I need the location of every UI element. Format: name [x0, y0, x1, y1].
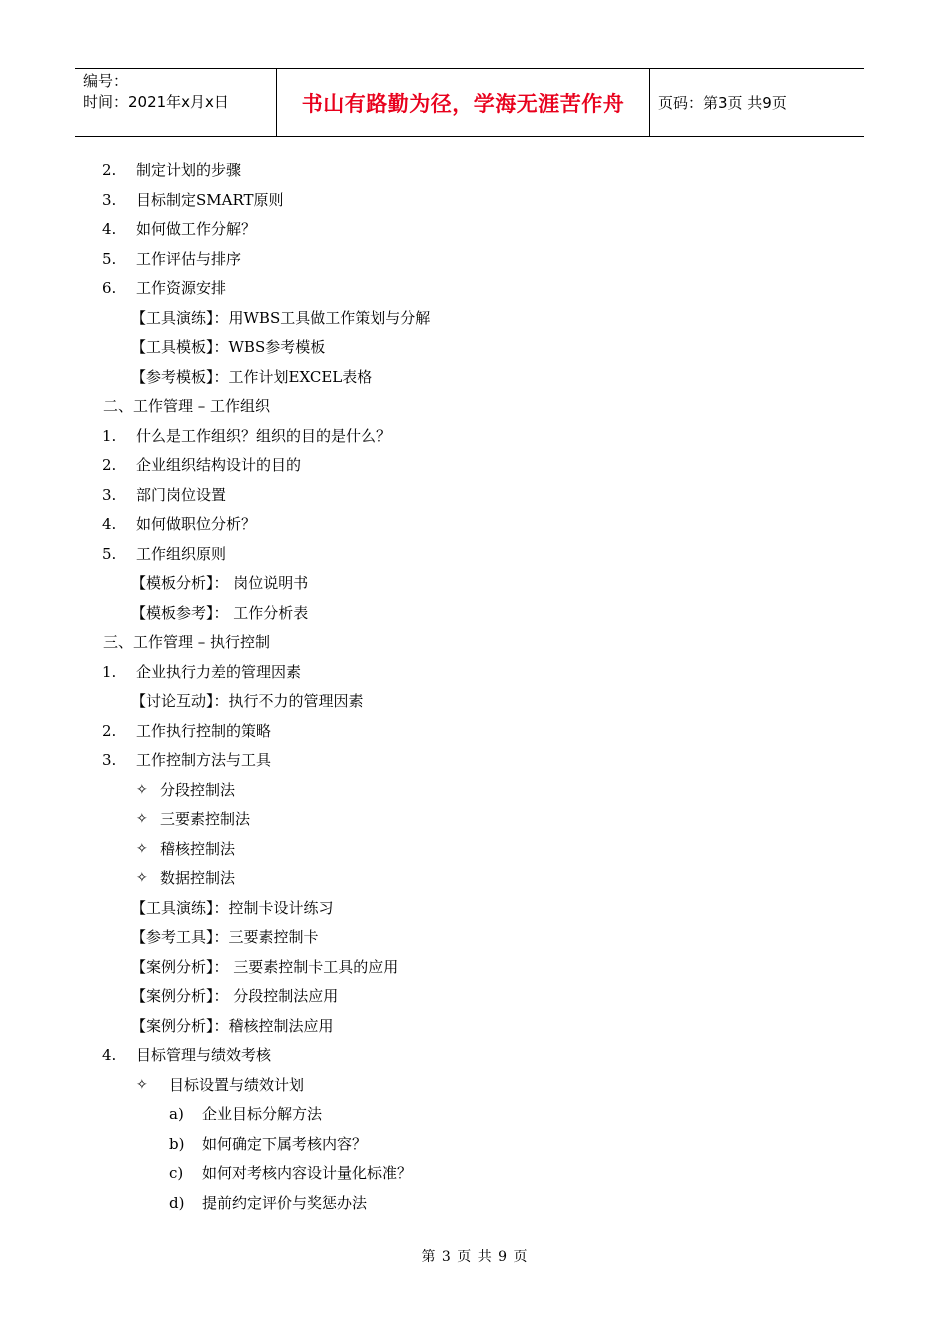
outline-line: [0, 658, 950, 688]
line-number: 3.: [102, 751, 117, 769]
outline-line: [0, 599, 950, 629]
line-number: 1.: [102, 662, 117, 681]
outline-line: [0, 540, 950, 570]
line-text: 部门岗位设置: [136, 485, 227, 504]
line-text: 企业组织结构设计的目的: [136, 456, 302, 474]
star-bullet-icon: ✧: [136, 870, 148, 886]
line-text: 工作控制方法与工具: [136, 751, 272, 769]
line-text: 【参考工具】：三要素控制卡: [131, 928, 319, 946]
document-date-label: 时间：2021年x月x日: [83, 93, 229, 111]
outline-line: [0, 717, 950, 747]
outline-line: [0, 805, 950, 835]
outline-line: [0, 451, 950, 481]
line-text: 【模板参考】： 工作分析表: [131, 603, 309, 622]
outline-line: [0, 392, 950, 422]
line-text: 目标设置与绩效计划: [169, 1075, 305, 1094]
line-text: 工作评估与排序: [136, 249, 242, 268]
outline-line: [0, 628, 950, 658]
outline-line: [0, 894, 950, 924]
outline-line: [0, 982, 950, 1012]
header-left-cell: [75, 69, 276, 136]
star-bullet-icon: ✧: [136, 1076, 148, 1093]
line-text: 如何做工作分解？: [136, 220, 257, 238]
header-page-label: 页码：第3页 共9页: [658, 94, 787, 112]
line-text: 【讨论互动】：执行不力的管理因素: [131, 692, 364, 710]
line-text: 制定计划的步骤: [136, 161, 242, 179]
line-text: 【案例分析】：稽核控制法应用: [131, 1016, 334, 1035]
line-number: 3.: [102, 485, 117, 504]
document-body: [0, 156, 950, 1218]
line-text: 如何对考核内容设计量化标准？: [202, 1164, 413, 1182]
line-number: 2.: [102, 456, 117, 474]
outline-line: [0, 1130, 950, 1160]
line-number: 1.: [102, 426, 117, 445]
outline-line: [0, 1100, 950, 1130]
line-text: 【工具演练】：用WBS工具做工作策划与分解: [131, 308, 431, 327]
section-heading: 三、工作管理 – 执行控制: [103, 633, 271, 651]
line-text: 【案例分析】： 三要素控制卡工具的应用: [131, 957, 399, 976]
line-text: 工作执行控制的策略: [136, 721, 272, 740]
line-number: 5.: [102, 249, 117, 268]
line-text: 【模板分析】： 岗位说明书: [131, 574, 309, 592]
outline-line: [0, 510, 950, 540]
line-text: 什么是工作组织？组织的目的是什么？: [136, 426, 392, 445]
outline-line: [0, 1041, 950, 1071]
header-motto: 书山有路勤为径，学海无涯苦作舟: [276, 69, 650, 136]
line-number: d): [169, 1193, 185, 1212]
section-heading: 二、工作管理 – 工作组织: [103, 397, 271, 415]
line-text: 【参考模板】：工作计划EXCEL表格: [131, 367, 373, 386]
outline-line: [0, 687, 950, 717]
line-number: c): [169, 1164, 184, 1182]
outline-line: [0, 481, 950, 511]
line-number: b): [169, 1134, 185, 1153]
line-number: 5.: [102, 544, 117, 563]
outline-line: [0, 333, 950, 363]
line-number: 2.: [102, 161, 117, 179]
line-text: 企业执行力差的管理因素: [136, 662, 302, 681]
outline-line: [0, 835, 950, 865]
outline-line: [0, 363, 950, 393]
outline-line: [0, 923, 950, 953]
line-text: 目标管理与绩效考核: [136, 1046, 272, 1064]
outline-line: [0, 304, 950, 334]
outline-line: [0, 156, 950, 186]
star-bullet-icon: ✧: [136, 781, 148, 798]
outline-line: [0, 1012, 950, 1042]
document-number-label: 编号：: [83, 72, 129, 90]
line-text: 【工具演练】：控制卡设计练习: [131, 898, 334, 917]
line-text: 提前约定评价与奖惩办法: [202, 1193, 368, 1212]
outline-line: [0, 746, 950, 776]
outline-line: [0, 953, 950, 983]
line-number: 3.: [102, 190, 117, 209]
line-text: 数据控制法: [160, 869, 236, 887]
outline-line: [0, 245, 950, 275]
line-text: 如何确定下属考核内容？: [202, 1134, 368, 1153]
line-text: 三要素控制法: [160, 810, 251, 828]
page-footer: 第 3 页 共 9 页: [421, 1249, 529, 1265]
outline-line: [0, 422, 950, 452]
line-text: 工作资源安排: [136, 279, 227, 297]
star-bullet-icon: ✧: [136, 840, 148, 857]
line-number: 6.: [102, 279, 117, 297]
line-number: 4.: [102, 220, 117, 238]
line-number: a): [169, 1105, 184, 1123]
outline-line: [0, 864, 950, 894]
line-number: 4.: [102, 1046, 117, 1064]
line-text: 【案例分析】： 分段控制法应用: [131, 987, 339, 1005]
line-text: 目标制定SMART原则: [136, 190, 284, 209]
outline-line: [0, 1159, 950, 1189]
line-number: 2.: [102, 721, 117, 740]
line-number: 4.: [102, 515, 117, 533]
outline-line: [0, 1189, 950, 1219]
line-text: 工作组织原则: [136, 544, 227, 563]
outline-line: [0, 1071, 950, 1101]
outline-line: [0, 215, 950, 245]
star-bullet-icon: ✧: [136, 811, 148, 827]
line-text: 【工具模板】：WBS参考模板: [131, 338, 326, 356]
outline-line: [0, 274, 950, 304]
line-text: 如何做职位分析？: [136, 515, 257, 533]
line-text: 稽核控制法: [160, 839, 236, 858]
line-text: 分段控制法: [160, 780, 236, 799]
page-header: [75, 68, 864, 137]
outline-line: [0, 776, 950, 806]
outline-line: [0, 186, 950, 216]
outline-line: [0, 569, 950, 599]
line-text: 企业目标分解方法: [202, 1105, 323, 1123]
